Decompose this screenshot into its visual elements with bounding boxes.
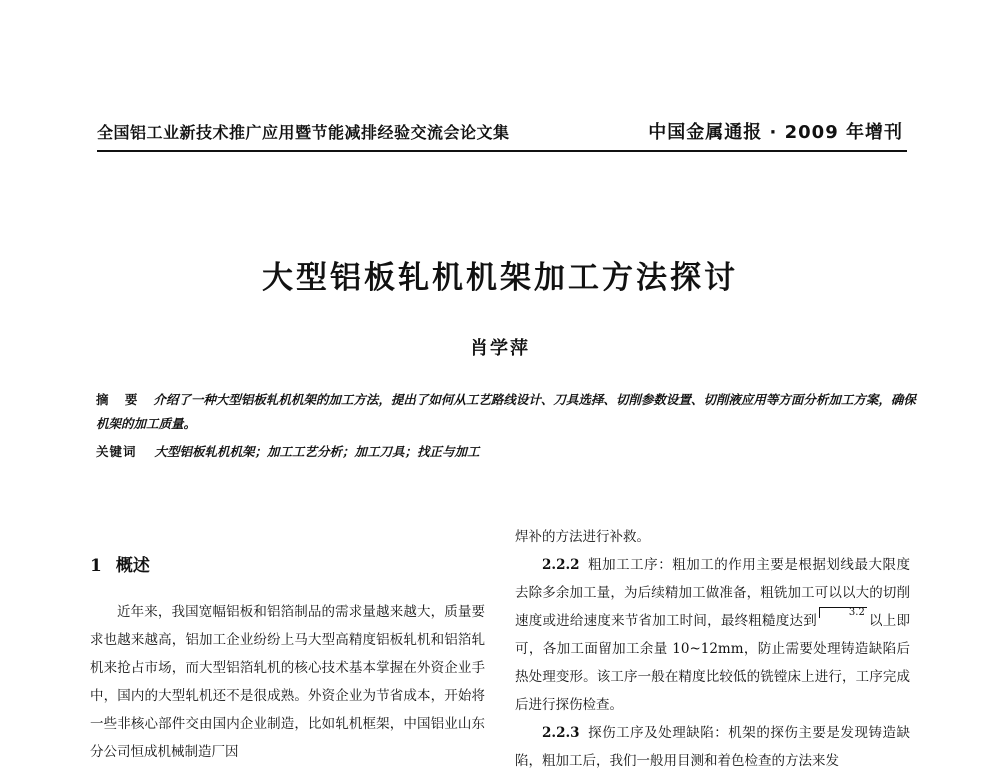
subsection-number: 2.2.2 bbox=[542, 557, 580, 573]
subsection-text-cont: 以上即可，各加工面留加工余量 10~12mm，防止需要处理铸造缺陷后热处理变形。该工序一般在精度比较低的铣镗床上进行，工序完成后进行探伤检查。 bbox=[515, 613, 910, 713]
abstract-label: 摘 要 bbox=[96, 392, 144, 407]
right-column bbox=[515, 523, 910, 775]
subsection-rough-machining bbox=[515, 551, 910, 719]
continuation-text: 焊补的方法进行补救。 bbox=[515, 529, 650, 545]
body-paragraph: 近年来，我国宽幅铝板和铝箔制品的需求量越来越大，质量要求也越来越高，铝加工企业纷纷上马大型高精度铝板轧机和铝箔轧机来抢占市场，而大型铝箔轧机的核心技术基本掌握在外资企业手中，国内的大型轧机还不是很成熟。外资企业为节省成本，开始将一些非核心部件交由国内企业制造，比如轧机框架，中国铝业山东分公司恒成机械制造厂因 bbox=[90, 604, 485, 760]
header-journal-issue: 中国金属通报 · 2009 年增刊 bbox=[648, 122, 903, 143]
subsection-text: 探伤工序及处理缺陷：机架的探伤主要是发现铸造缺陷，粗加工后，我们一般用目测和着色检查的方法来发 bbox=[515, 725, 910, 769]
keywords-text: 大型铝板轧机机架；加工工艺分析；加工刀具；找正与加工 bbox=[154, 444, 480, 459]
header-proceedings-title: 全国铝工业新技术推广应用暨节能减排经验交流会论文集 bbox=[97, 123, 510, 142]
keywords bbox=[96, 442, 916, 462]
keywords-label: 关键词 bbox=[96, 444, 137, 459]
section-title: 概述 bbox=[115, 556, 150, 576]
section-heading bbox=[90, 552, 485, 580]
paper-author: 肖学萍 bbox=[470, 338, 530, 359]
roughness-symbol: 3.2 bbox=[819, 607, 867, 618]
abstract-text: 介绍了一种大型铝板轧机机架的加工方法，提出了如何从工艺路线设计、刀具选择、切削参数设置、切削液应用等方面分析加工方案，确保机架的加工质量。 bbox=[96, 392, 916, 431]
paper-title: 大型铝板轧机机架加工方法探讨 bbox=[262, 260, 738, 296]
running-header bbox=[97, 116, 907, 152]
subsection-flaw-detection bbox=[515, 719, 910, 775]
subsection-number: 2.2.3 bbox=[542, 725, 580, 741]
subsection-text: 粗加工工序：粗加工的作用主要是根据划线最大限度去除多余加工量，为后续精加工做准备，粗铣加工可以以大的切削速度或进给速度来节省加工时间，最终粗糙度达到 bbox=[515, 557, 910, 629]
left-column bbox=[90, 552, 485, 766]
abstract bbox=[96, 388, 916, 436]
section-number: 1 bbox=[90, 556, 102, 576]
